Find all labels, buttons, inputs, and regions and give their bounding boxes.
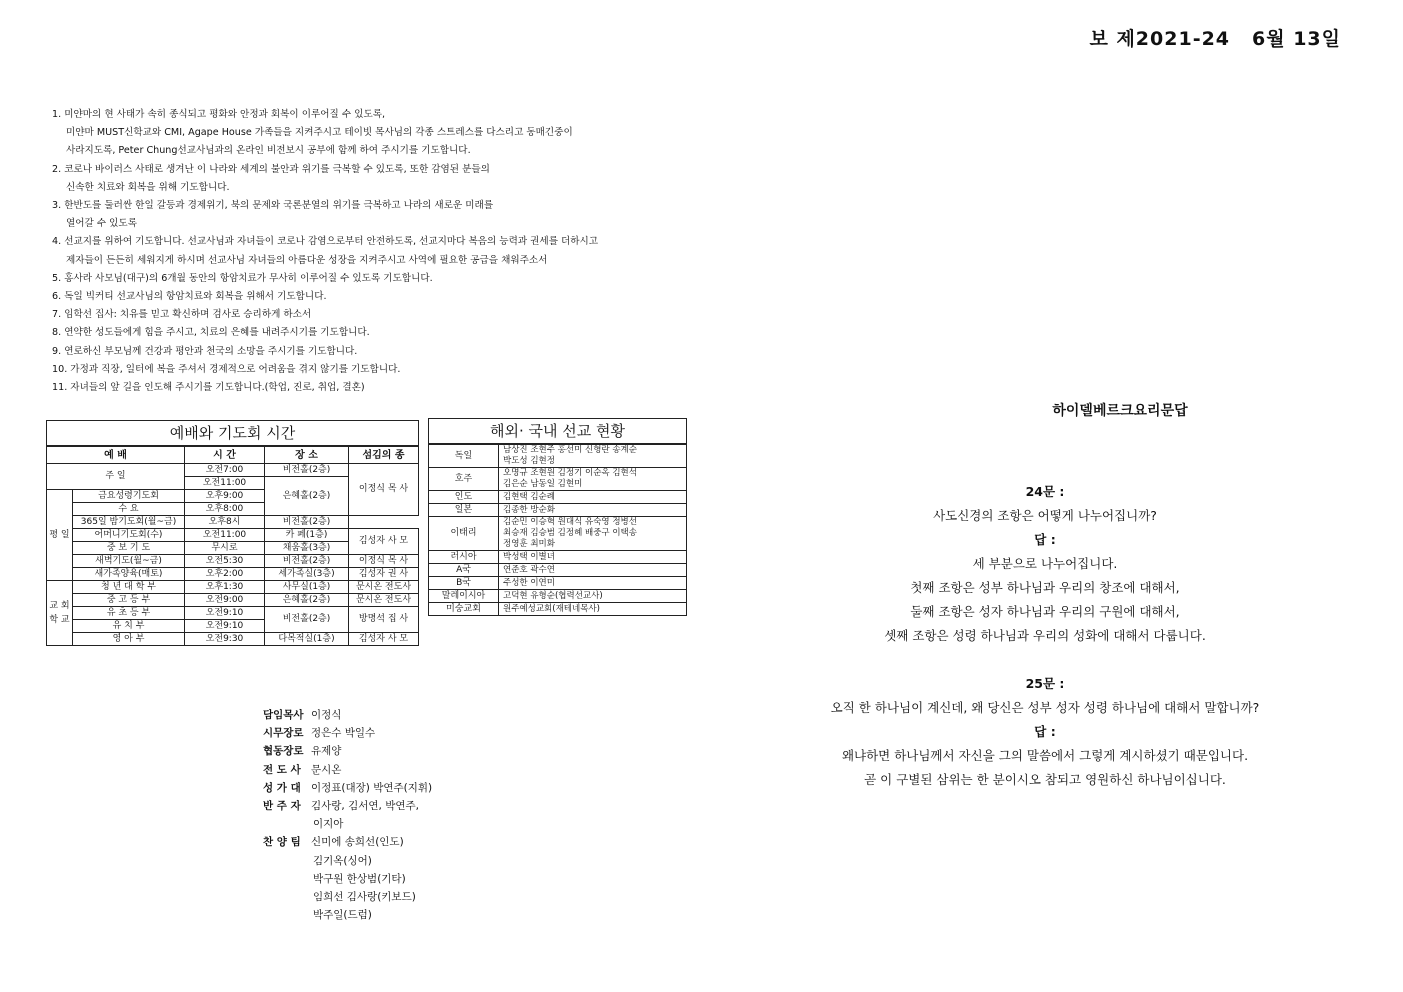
mission-status-table bbox=[428, 418, 687, 616]
service-name: 어머니기도회(수) bbox=[73, 529, 185, 542]
service-time: 오전9:00 bbox=[185, 594, 265, 607]
worship-schedule-table bbox=[46, 420, 419, 646]
answer-line: 둘째 조항은 성자 하나님과 우리의 구원에 대해서, bbox=[910, 604, 1180, 619]
service-time: 오전11:00 bbox=[185, 477, 265, 490]
prayer-line: 제자들이 든든히 세워지게 하시며 선교사님 자녀들의 아름다운 성장을 지켜주시고 사역에 필요한 공급을 채워주소서 bbox=[66, 254, 548, 266]
service-time: 오전9:10 bbox=[185, 620, 265, 633]
staff-role: 시무장로 bbox=[263, 727, 304, 740]
service-sunday: 주 일 bbox=[47, 464, 185, 490]
staff-row bbox=[263, 779, 432, 797]
mission-names bbox=[499, 551, 687, 564]
staff-row bbox=[263, 761, 432, 779]
answer-line: 세 부분으로 나누어집니다. bbox=[972, 556, 1118, 571]
col-header-service: 예 배 bbox=[47, 446, 185, 464]
staff-name: 이지아 bbox=[313, 818, 344, 831]
mission-country: B국 bbox=[429, 577, 499, 590]
answer-line: 첫째 조항은 성부 하나님과 우리의 창조에 대해서, bbox=[910, 580, 1180, 595]
staff-list bbox=[263, 706, 432, 924]
service-servant: 문시온 전도사 bbox=[349, 581, 419, 594]
missionary-names-line: 최승재 김승범 김정혜 배중구 이택송 bbox=[503, 528, 637, 538]
col-header-time: 시 간 bbox=[185, 446, 265, 464]
missionary-names-line: 박도성 김현정 bbox=[503, 456, 555, 466]
bulletin-header bbox=[1089, 24, 1341, 51]
service-servant: 김성자 사 모 bbox=[349, 529, 419, 555]
service-name: 금요성령기도회 bbox=[73, 490, 185, 503]
mission-names bbox=[499, 603, 687, 616]
missionary-names-line: 정영훈 최미화 bbox=[503, 539, 555, 549]
prayer-line: 11. 자녀들의 앞 길을 인도해 주시기를 기도합니다.(학업, 진로, 취업, 결혼) bbox=[52, 382, 365, 394]
prayer-line: 미얀마 MUST신학교와 CMI, Agape House 가족들을 지켜주시고 테이빗 목사님의 각종 스트레스를 다스리고 동매긴중이 bbox=[66, 127, 573, 139]
prayer-line: 8. 연약한 성도들에게 힘을 주시고, 치료의 은혜를 내려주시기를 기도합니다. bbox=[52, 327, 370, 339]
service-time: 오전7:00 bbox=[185, 464, 265, 477]
catechism-title: 하이델베르크요리문답 bbox=[1052, 403, 1188, 419]
staff-name: 박주일(드럼) bbox=[313, 909, 372, 922]
service-name: 수 요 bbox=[73, 503, 185, 516]
staff-name: 유제양 bbox=[311, 745, 342, 758]
prayer-line: 6. 독일 빅커티 선교사님의 항암치료와 회복을 위해서 기도합니다. bbox=[52, 291, 327, 303]
mission-country: 이태리 bbox=[429, 517, 499, 551]
service-servant: 문시온 전도사 bbox=[349, 594, 419, 607]
issue-number: 보 제2021-24 bbox=[1089, 28, 1231, 50]
bulletin-date: 6월 13일 bbox=[1252, 28, 1341, 50]
staff-name: 임희선 김사랑(키보드) bbox=[313, 891, 416, 904]
question-text: 사도신경의 조항은 어떻게 나누어집니까? bbox=[933, 508, 1157, 523]
service-time: 오전11:00 bbox=[185, 529, 265, 542]
prayer-line: 사라지도록, Peter Chung선교사님과의 온라인 비전보시 공부에 함께 하여 주시기를 기도합니다. bbox=[66, 145, 471, 157]
service-place: 다목적실(1층) bbox=[265, 633, 349, 646]
service-name: 365일 밤기도회(월~금) bbox=[73, 516, 185, 529]
staff-row bbox=[263, 724, 432, 742]
mission-names bbox=[499, 444, 687, 468]
service-place: 은혜홀(2층) bbox=[265, 594, 349, 607]
answer-line: 왜냐하면 하나님께서 자신을 그의 말씀에서 그렇게 계시하셨기 때문입니다. bbox=[841, 748, 1249, 763]
missionary-names-line: 주성한 이연미 bbox=[503, 577, 555, 588]
staff-row bbox=[263, 870, 432, 888]
question-label: 25문 : bbox=[1025, 676, 1065, 691]
service-name: 새가족양육(매토) bbox=[73, 568, 185, 581]
staff-name: 정은수 박일수 bbox=[311, 727, 376, 740]
mission-names bbox=[499, 504, 687, 517]
staff-role: 전 도 사 bbox=[263, 763, 301, 776]
staff-role: 협동장로 bbox=[263, 745, 304, 758]
service-time: 오전5:30 bbox=[185, 555, 265, 568]
mission-table-title: 해외· 국내 선교 현황 bbox=[429, 419, 687, 445]
mission-country: 호주 bbox=[429, 468, 499, 491]
staff-role: 담임목사 bbox=[263, 709, 304, 721]
service-servant: 방명석 집 사 bbox=[349, 607, 419, 633]
staff-name: 김기옥(싱어) bbox=[313, 854, 372, 867]
missionary-names-line: 고덕현 유형순(협력선교사) bbox=[503, 590, 603, 601]
staff-role: 찬 양 팀 bbox=[263, 836, 301, 849]
service-time: 무시로 bbox=[185, 542, 265, 555]
mission-country: 말레이시아 bbox=[429, 590, 499, 603]
prayer-line: 신속한 치료와 회복을 위해 기도합니다. bbox=[66, 181, 230, 193]
prayer-line: 7. 임학선 집사: 치유를 믿고 확신하며 검사로 승리하게 하소서 bbox=[52, 309, 312, 321]
service-servant: 김성자 권 사 bbox=[349, 568, 419, 581]
mission-names bbox=[499, 590, 687, 603]
service-servant: 김성자 사 모 bbox=[349, 633, 419, 646]
mission-country: 미숭교회 bbox=[429, 603, 499, 616]
service-place: 세가족실(3층) bbox=[265, 568, 349, 581]
missionary-names-line: 박성택 이별녀 bbox=[503, 551, 555, 562]
mission-names bbox=[499, 564, 687, 577]
staff-role: 반 주 자 bbox=[263, 800, 301, 813]
prayer-line: 5. 홍사라 사모님(대구)의 6개월 동안의 항암치료가 무사히 이루어질 수 있도록 기도합니다. bbox=[52, 272, 433, 284]
service-place: 비전홀(2층) bbox=[265, 464, 349, 477]
mission-country: 독일 bbox=[429, 444, 499, 468]
prayer-line: 2. 코로나 바이러스 사태로 생겨난 이 나라와 세계의 불안과 위기를 극복할 수 있도록, 또한 감염된 분들의 bbox=[52, 163, 490, 175]
question-label: 24문 : bbox=[1025, 484, 1065, 499]
missionary-names-line: 연준호 곽수연 bbox=[503, 564, 555, 575]
service-place: 비전홀(2층) bbox=[265, 607, 349, 633]
staff-row bbox=[263, 888, 432, 906]
service-time: 오후9:00 bbox=[185, 490, 265, 503]
mission-names bbox=[499, 491, 687, 504]
mission-country: 인도 bbox=[429, 491, 499, 504]
prayer-line: 1. 미얀마의 현 사태가 속히 종식되고 평화와 안정과 회복이 이루어질 수 있도록, bbox=[52, 109, 386, 120]
service-time: 오후1:30 bbox=[185, 581, 265, 594]
col-header-place: 장 소 bbox=[265, 446, 349, 464]
prayer-list bbox=[52, 106, 692, 397]
staff-name: 이정식 bbox=[311, 709, 342, 721]
mission-country: 러시아 bbox=[429, 551, 499, 564]
staff-row bbox=[263, 797, 432, 815]
service-time: 오후8시 bbox=[185, 516, 265, 529]
catechism-q25 bbox=[780, 672, 1310, 792]
missionary-names-line: 오명규 조현원 김정기 이순옥 김현석 bbox=[503, 468, 637, 478]
service-place: 사무실(1층) bbox=[265, 581, 349, 594]
service-name: 청 년 대 학 부 bbox=[73, 581, 185, 594]
staff-row bbox=[263, 742, 432, 760]
staff-name: 이정표(대장) 박연주(지휘) bbox=[311, 781, 433, 794]
answer-line: 곧 이 구별된 삼위는 한 분이시오 참되고 영원하신 하나님이십니다. bbox=[864, 772, 1226, 787]
prayer-line: 10. 가정과 직장, 일터에 복을 주셔서 경제적으로 어려움을 겪지 않기를 기도합니다. bbox=[52, 363, 401, 375]
worship-table-title: 예배와 기도회 시간 bbox=[47, 421, 419, 447]
answer-line: 셋째 조항은 성령 하나님과 우리의 성화에 대해서 다룹니다. bbox=[884, 628, 1206, 643]
staff-name: 김사랑, 김서연, 박연주, bbox=[311, 800, 419, 813]
service-place: 비전홀(2층) bbox=[265, 516, 349, 529]
missionary-names-line: 김순민 이승혁 원대식 유숙영 정병선 bbox=[503, 517, 637, 527]
staff-row bbox=[263, 706, 432, 724]
question-text: 오직 한 하나님이 계신데, 왜 당신은 성부 성자 성령 하나님에 대해서 말합니까? bbox=[830, 700, 1260, 715]
service-time: 오전9:10 bbox=[185, 607, 265, 620]
prayer-line: 9. 연로하신 부모님께 건강과 평안과 천국의 소망을 주시기를 기도합니다. bbox=[52, 345, 358, 357]
service-place: 카 페(1층) bbox=[265, 529, 349, 542]
group-weekday: 평 일 bbox=[47, 490, 73, 581]
answer-label: 답 : bbox=[1034, 724, 1056, 739]
missionary-names-line: 김은순 남동일 김현미 bbox=[503, 479, 583, 489]
missionary-names-line: 김현택 김순례 bbox=[503, 491, 555, 502]
staff-name: 박구원 한상범(기타) bbox=[313, 872, 406, 885]
mission-names bbox=[499, 577, 687, 590]
mission-country: 일본 bbox=[429, 504, 499, 517]
service-place: 비전홀(2층) bbox=[265, 555, 349, 568]
col-header-servant: 섬김의 종 bbox=[349, 446, 419, 464]
service-time: 오후8:00 bbox=[185, 503, 265, 516]
service-name: 중 고 등 부 bbox=[73, 594, 185, 607]
group-church-school: 교 회 학 교 bbox=[47, 581, 73, 646]
missionary-names-line: 원주예성교회(재테네목사) bbox=[503, 603, 600, 614]
prayer-line: 열어갈 수 있도록 bbox=[66, 218, 137, 230]
missionary-names-line: 김종한 방순화 bbox=[503, 504, 555, 515]
service-place: 은혜홀(2층) bbox=[265, 477, 349, 516]
service-name: 유 초 등 부 bbox=[73, 607, 185, 620]
staff-row bbox=[263, 852, 432, 870]
service-name: 유 치 부 bbox=[73, 620, 185, 633]
service-name: 새벽기도(월~금) bbox=[73, 555, 185, 568]
mission-names bbox=[499, 517, 687, 551]
answer-label: 답 : bbox=[1034, 532, 1056, 547]
service-name: 중 보 기 도 bbox=[73, 542, 185, 555]
service-name: 영 아 부 bbox=[73, 633, 185, 646]
staff-role: 성 가 대 bbox=[263, 781, 301, 794]
service-time: 오후2:00 bbox=[185, 568, 265, 581]
service-servant: 이정식 목 사 bbox=[349, 555, 419, 568]
service-time: 오전9:30 bbox=[185, 633, 265, 646]
mission-names bbox=[499, 468, 687, 491]
staff-row bbox=[263, 833, 432, 851]
service-servant: 이정식 목 사 bbox=[349, 464, 419, 516]
mission-country: A국 bbox=[429, 564, 499, 577]
catechism-q24 bbox=[780, 480, 1310, 648]
service-place: 채움홀(3층) bbox=[265, 542, 349, 555]
staff-row bbox=[263, 906, 432, 924]
staff-name: 신미에 송희선(인도) bbox=[311, 836, 404, 849]
staff-row bbox=[263, 815, 432, 833]
prayer-line: 4. 선교지를 위하여 기도합니다. 선교사님과 자녀들이 코로나 감염으로부터 안전하도록, 선교지마다 복음의 능력과 권세를 더하시고 bbox=[52, 236, 599, 248]
missionary-names-line: 남상진 조현주 홍선미 신형란 송계순 bbox=[503, 445, 637, 455]
staff-name: 문시온 bbox=[311, 763, 342, 776]
prayer-line: 3. 한반도를 둘러싼 한일 갈등과 경제위기, 북의 문제와 국론분열의 위기를 극복하고 나라의 새로운 미래를 bbox=[52, 200, 494, 212]
